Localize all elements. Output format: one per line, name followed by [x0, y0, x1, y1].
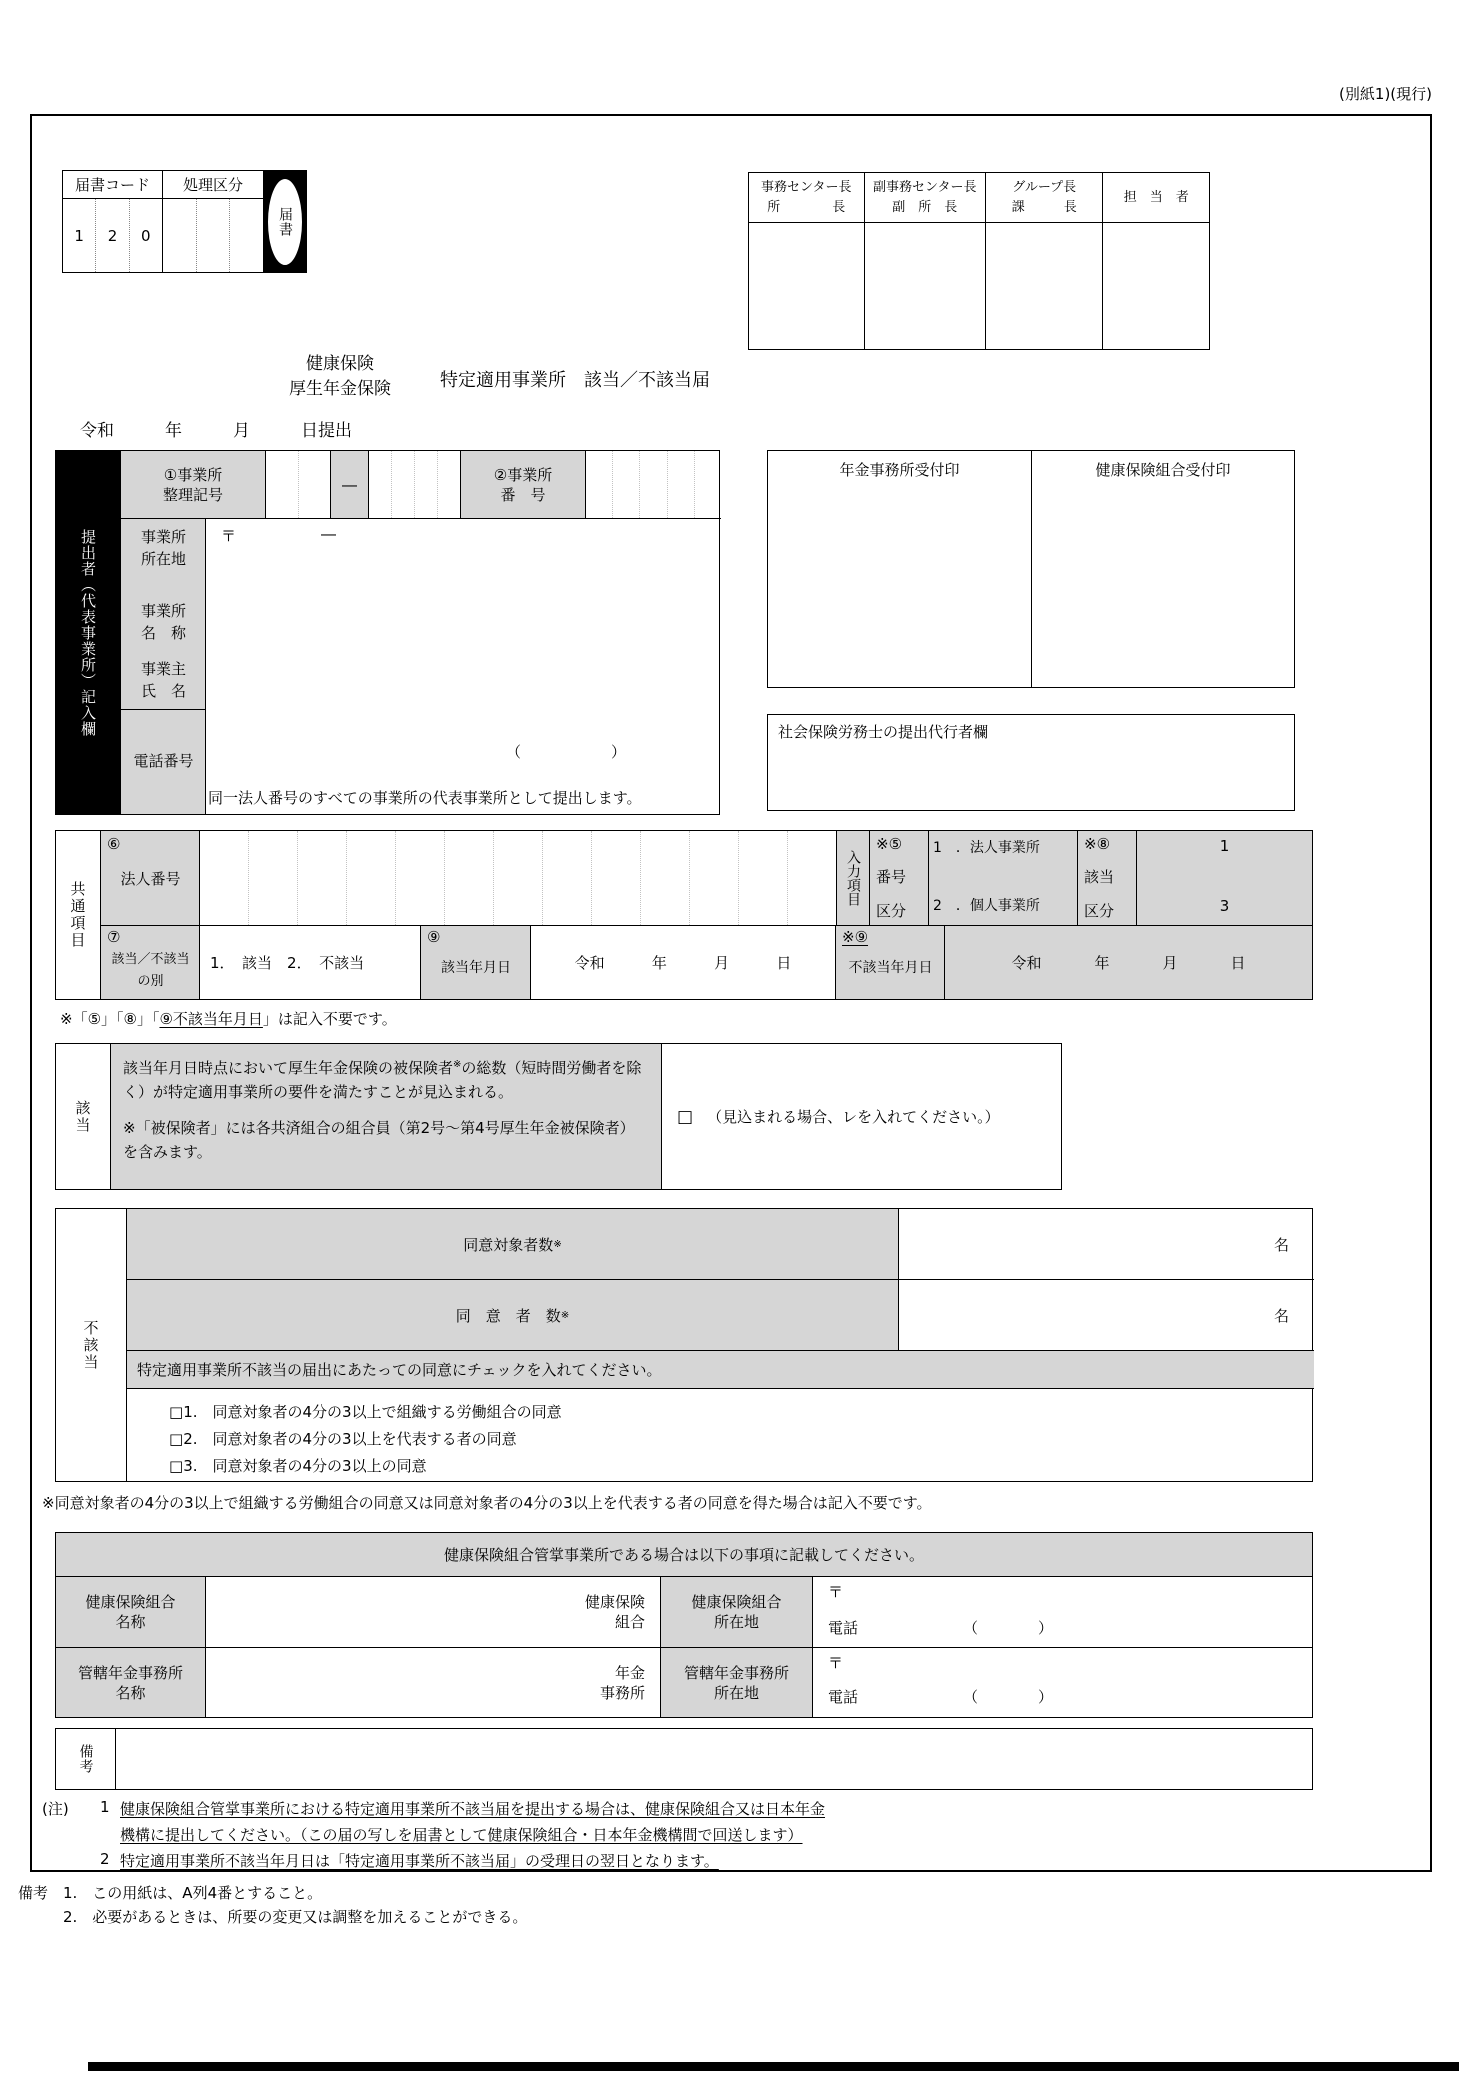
common-note — [60, 1008, 397, 1029]
count-unit: 名 — [1273, 1235, 1289, 1254]
receipt-stamp-box — [767, 450, 1295, 688]
douitaishousha-count-cell[interactable] — [899, 1209, 1314, 1279]
douisha-count-cell[interactable] — [899, 1280, 1314, 1350]
owner-name-label: 事業主 — [140, 660, 186, 678]
todokesho-ellipse — [268, 179, 302, 265]
process-cell[interactable] — [163, 199, 197, 272]
tel-paren: （ ） — [963, 1619, 1054, 1637]
input-items-label: 入力項目 — [845, 850, 861, 906]
nenkin-name-suffix: 事務所 — [599, 1683, 645, 1702]
office-name-label: 事業所 — [140, 602, 186, 620]
houjin-num-circle: ⑥ — [107, 835, 121, 853]
bangou-kubun-label: 区分 — [876, 902, 907, 920]
common-items-table — [55, 830, 1313, 1000]
nenkin-addr-label: 所在地 — [713, 1683, 759, 1702]
sharoushi-label: 社会保険労務士の提出代行者欄 — [778, 723, 989, 741]
gaitou-checkbox[interactable]: □ — [677, 1106, 694, 1127]
approval-header: 事務センター長 — [761, 179, 852, 195]
houjin-bangou-label: 法人番号 — [120, 870, 181, 888]
gaitou-statement-sup: ※ — [453, 1059, 462, 1070]
phone-paren: （ ） — [506, 743, 627, 761]
nenkin-addr-input[interactable] — [813, 1648, 1312, 1717]
gaitou-section — [55, 1043, 1062, 1190]
douisha-label: 同 意 者 数 — [455, 1306, 561, 1325]
tel-label: 電話 — [828, 1619, 859, 1637]
gaitou-date-circle: ⑨ — [427, 928, 441, 946]
nenkin-name-label: 管轄年金事務所 — [77, 1663, 183, 1682]
bangou-kubun-options[interactable] — [929, 831, 1078, 925]
chu-note-2-num: 2 — [100, 1850, 110, 1868]
day-label: 日 — [776, 954, 792, 972]
gaitou-kubun-value[interactable]: 3 — [1219, 897, 1230, 915]
gaitou-kubun-num: ※⑧ — [1084, 835, 1111, 853]
chu-note-1-num: 1 — [100, 1798, 110, 1816]
fugaitou-section — [55, 1208, 1313, 1482]
process-col-header: 処理区分 — [163, 171, 263, 199]
gaitou-statement-text: 該当年月日時点において厚生年金保険の被保険者 — [123, 1059, 454, 1077]
submitter-table — [55, 450, 720, 815]
common-row-2 — [101, 926, 1312, 999]
gaitou-kubun-label: 該当 — [1084, 868, 1115, 886]
common-note-suffix: 」は記入不要です。 — [262, 1010, 397, 1028]
office-number-input[interactable] — [586, 451, 721, 518]
consent-checkbox[interactable]: □ — [169, 1430, 184, 1448]
count-unit: 名 — [1273, 1306, 1289, 1325]
submitter-content-area[interactable] — [206, 519, 721, 814]
gaitou-side-label: 該当 — [73, 1099, 92, 1134]
gaitou-kubun-values[interactable] — [1137, 831, 1312, 925]
todokesho-label: 届書 — [277, 206, 293, 237]
tel-label: 電話 — [828, 1688, 859, 1706]
gaitou-check-cell — [662, 1044, 1061, 1189]
houjin-bangou-input[interactable] — [200, 831, 836, 925]
biko-note-1: 1. この用紙は、A列4番とすること。 — [63, 1884, 323, 1902]
representative-note: 同一法人番号のすべての事業所の代表事業所として提出します。 — [208, 789, 642, 807]
owner-name-label: 氏 名 — [140, 682, 186, 700]
gaitou-date-label: 該当年月日 — [441, 960, 511, 976]
office-number-label: 番 号 — [500, 485, 546, 504]
bangou-kubun-label: 番号 — [876, 868, 907, 886]
common-row-1 — [101, 831, 1312, 926]
kenpo-addr-label: 健康保険組合 — [691, 1593, 782, 1611]
approval-header: グループ長 — [1012, 179, 1077, 195]
consent-checkbox[interactable]: □ — [169, 1403, 184, 1421]
nenkin-addr-label: 管轄年金事務所 — [683, 1663, 789, 1682]
code-digit: 0 — [141, 226, 151, 245]
postal-dash: ― — [321, 525, 336, 543]
pension-office-stamp-area[interactable] — [768, 451, 1032, 687]
kenpo-addr-label: 所在地 — [713, 1613, 759, 1631]
douitaishousha-label: 同意対象者数 — [463, 1235, 554, 1254]
postal-mark: 〒 — [828, 1654, 844, 1672]
gaitou-betsu-label: 該当／不該当 — [111, 952, 190, 967]
gaitou-betsu-label: の別 — [137, 974, 164, 989]
bangou-kubun-option[interactable]: 1 ．法人事業所 — [933, 840, 1040, 856]
kenpo-name-suffix: 組合 — [614, 1613, 645, 1631]
fugaitou-side-cell — [56, 1209, 127, 1481]
biko-note-2: 2. 必要があるときは、所要の変更又は調整を加えることができる。 — [63, 1908, 528, 1926]
approval-table — [748, 172, 1210, 350]
fugaitou-note: ※同意対象者の4分の3以上で組織する労働組合の同意又は同意対象者の4分の3以上を代表する者の同意を得た場合は記入不要です。 — [42, 1494, 932, 1512]
office-name-label: 名 称 — [140, 624, 186, 642]
kenpo-name-label: 健康保険組合 — [85, 1593, 176, 1611]
process-col — [163, 171, 264, 272]
kenpo-row-1 — [56, 1577, 1312, 1648]
gaitou-betsu-circle: ⑦ — [107, 928, 121, 946]
fugaitou-row-2 — [127, 1280, 1314, 1351]
nenkin-name-input[interactable] — [206, 1648, 661, 1717]
consent-header-row — [127, 1351, 1314, 1389]
kenpo-row-2 — [56, 1648, 1312, 1717]
consent-option-label: 2. 同意対象者の4分の3以上を代表する者の同意 — [183, 1430, 517, 1448]
gaitou-statement — [111, 1044, 662, 1189]
common-note-underlined: ⑨不該当年月日 — [159, 1010, 263, 1028]
kenpo-table — [55, 1532, 1313, 1718]
approval-stamp-area[interactable] — [865, 223, 985, 349]
fugaitou-side-label: 不該当 — [81, 1319, 100, 1371]
office-number-label: ②事業所 — [493, 465, 553, 484]
title-insurance-1: 健康保険 — [306, 354, 374, 374]
code-col — [63, 171, 163, 272]
office-code-input-1[interactable] — [266, 451, 331, 518]
fugaitou-date-label: 不該当年月日 — [848, 960, 933, 976]
address-label: 事業所 — [140, 528, 186, 546]
pension-office-stamp-label: 年金事務所受付印 — [839, 461, 960, 479]
common-side-label: 共通項目 — [68, 881, 87, 949]
chu-note-2-text: 特定適用事業所不該当年月日は「特定適用事業所不該当届」の受理日の翌日となります。 — [120, 1852, 719, 1870]
common-note-prefix: ※「⑤」「⑧」「 — [60, 1010, 160, 1028]
submitter-label-column — [121, 519, 206, 814]
approval-header: 所 長 — [767, 199, 846, 215]
month-label: 月 — [1162, 954, 1178, 972]
bangou-kubun-num: ※⑤ — [876, 835, 903, 853]
kenpo-header: 健康保険組合管掌事業所である場合は以下の事項に記載してください。 — [56, 1533, 1312, 1577]
year-label: 年 — [1094, 954, 1110, 972]
fugaitou-date-input[interactable] — [945, 926, 1312, 999]
bangou-kubun-option[interactable]: 2 ．個人事業所 — [933, 898, 1040, 914]
kenpo-name-label: 名称 — [115, 1613, 146, 1631]
nenkin-name-label: 名称 — [115, 1683, 146, 1702]
code-digit: 1 — [63, 199, 96, 272]
kenpo-name-suffix: 健康保険 — [584, 1593, 645, 1611]
chu-note-1-line-2: 機構に提出してください。（この届の写しを届書として健康保険組合・日本年金機構間で回送します） — [120, 1826, 803, 1844]
approval-col-jimucenter — [749, 173, 865, 349]
gaitou-kubun-value[interactable]: 1 — [1219, 837, 1230, 855]
gaitou-side-cell — [56, 1044, 111, 1189]
process-cell[interactable] — [230, 199, 263, 272]
consent-checkbox[interactable]: □ — [169, 1457, 184, 1475]
era-label: 令和 — [574, 954, 605, 972]
era-label: 令和 — [1011, 954, 1042, 972]
process-input-cells[interactable] — [163, 199, 263, 272]
biko-box — [55, 1728, 1313, 1790]
approval-col-group — [986, 173, 1103, 349]
postal-mark: 〒 — [828, 1583, 844, 1601]
gaitou-betsu-option-text[interactable]: 1． 該当 2． 不該当 — [210, 954, 365, 972]
sharoushi-box[interactable] — [767, 714, 1295, 811]
common-side-cell — [56, 831, 101, 999]
kenpo-name-input[interactable] — [206, 1577, 661, 1647]
approval-header: 副 所 長 — [892, 199, 958, 215]
chu-prefix: (注) — [42, 1800, 69, 1818]
approval-stamp-area[interactable] — [986, 223, 1102, 349]
approval-header: 担 当 者 — [1123, 189, 1189, 205]
gaitou-statement-text: の総数（短時間労働者を除く）が特定適用事業所の要件を満たすことが見込まれる。 — [123, 1059, 642, 1101]
consent-option-3[interactable] — [169, 1453, 1314, 1480]
year-label: 年 — [651, 954, 667, 972]
consent-option-1[interactable] — [169, 1399, 1314, 1426]
phone-label: 電話番号 — [133, 752, 194, 770]
fugaitou-row-1 — [127, 1209, 1314, 1280]
gaitou-kubun-label: 区分 — [1084, 902, 1115, 920]
gaitou-date-input[interactable] — [531, 926, 836, 999]
office-code-label: ①事業所 — [163, 465, 223, 484]
todokesho-stamp — [264, 171, 306, 272]
process-cell[interactable] — [197, 199, 231, 272]
gaitou-check-note: （見込まれる場合、レを入れてください。） — [707, 1108, 1000, 1126]
approval-stamp-area[interactable] — [1103, 223, 1209, 349]
title-insurance-2: 厚生年金保険 — [289, 379, 391, 399]
consent-option-label: 1. 同意対象者の4分の3以上で組織する労働組合の同意 — [183, 1403, 562, 1421]
kenpo-addr-input[interactable] — [813, 1577, 1312, 1647]
approval-header: 副事務センター長 — [872, 179, 977, 195]
submission-date-line: 令和 年 月 日提出 — [80, 421, 352, 441]
approval-col-fukujimucenter — [865, 173, 986, 349]
consent-options — [127, 1389, 1314, 1481]
day-label: 日 — [1230, 954, 1246, 972]
nenkin-name-suffix: 年金 — [614, 1663, 645, 1682]
biko-notes-prefix: 備考 — [18, 1884, 49, 1902]
submitter-side-bar — [56, 451, 121, 814]
bottom-black-bar — [88, 2062, 1459, 2071]
address-label: 所在地 — [140, 550, 186, 568]
health-union-stamp-area[interactable] — [1032, 451, 1294, 687]
code-digit-cells — [63, 199, 162, 272]
chu-note-1-line-1: 健康保険組合管掌事業所における特定適用事業所不該当届を提出する場合は、健康保険組合又は日本年金 — [120, 1800, 826, 1818]
corner-note: (別紙1)(現行) — [1339, 85, 1432, 103]
douisha-sup: ※ — [560, 1309, 570, 1321]
submitter-row-code — [121, 451, 721, 519]
health-union-stamp-label: 健康保険組合受付印 — [1095, 461, 1231, 479]
page-title: 特定適用事業所 該当／不該当届 — [440, 370, 710, 391]
consent-option-label: 3. 同意対象者の4分の3以上の同意 — [183, 1457, 427, 1475]
fugaitou-date-circle: ※⑨ — [842, 928, 869, 946]
biko-box-content[interactable] — [116, 1729, 1312, 1789]
consent-option-2[interactable] — [169, 1426, 1314, 1453]
gaitou-statement-note: ※「被保険者」には各共済組合の組合員（第2号～第4号厚生年金被保険者）を含みます。 — [123, 1119, 635, 1161]
submitter-side-label: 提出者（代表事業所）記入欄 — [79, 528, 97, 737]
douitaishousha-sup: ※ — [553, 1238, 562, 1250]
office-code-dash: ― — [331, 451, 369, 518]
tel-paren: （ ） — [963, 1688, 1054, 1706]
gaitou-betsu-options[interactable] — [200, 926, 421, 999]
office-code-label: 整理記号 — [162, 485, 223, 504]
postal-mark: 〒 — [221, 527, 237, 545]
biko-box-label: 備考 — [77, 1744, 94, 1774]
code-col-header: 届書コード — [63, 171, 162, 199]
approval-col-tantousha — [1103, 173, 1209, 349]
code-table — [62, 170, 307, 273]
office-code-input-2[interactable] — [369, 451, 461, 518]
approval-header: 課 長 — [1011, 199, 1077, 215]
code-digit: 2 — [96, 199, 129, 272]
consent-header-text: 特定適用事業所不該当の届出にあたっての同意にチェックを入れてください。 — [137, 1361, 662, 1379]
month-label: 月 — [714, 954, 730, 972]
approval-stamp-area[interactable] — [749, 223, 864, 349]
